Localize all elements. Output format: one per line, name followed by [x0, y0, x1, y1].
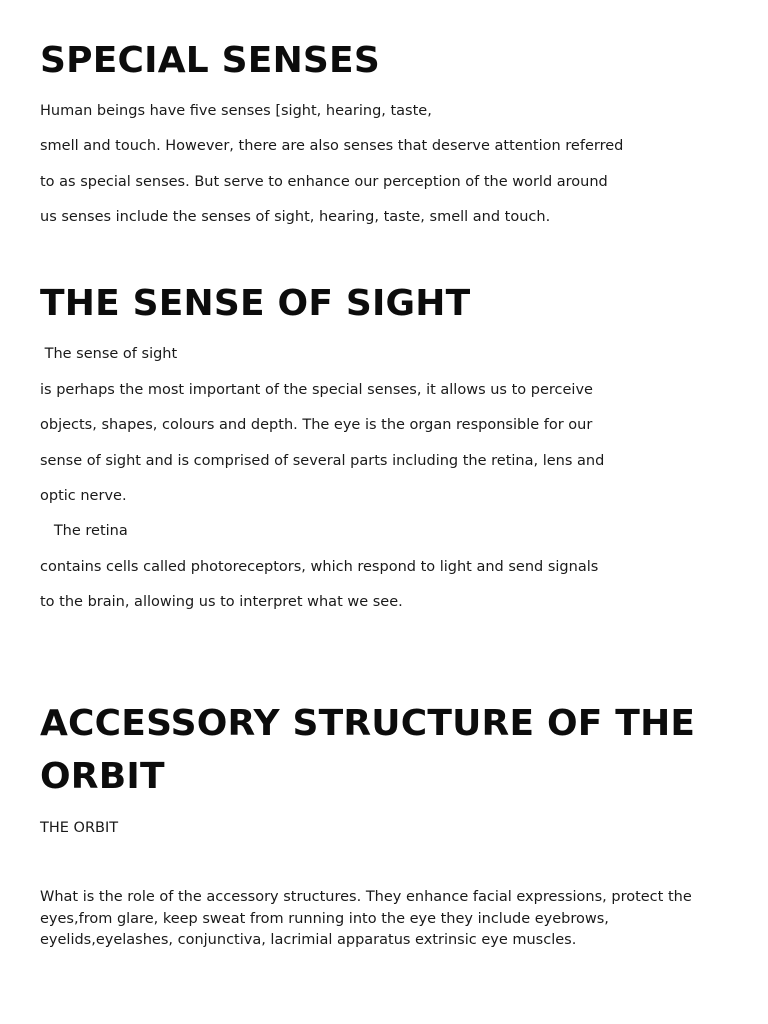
heading-accessory-structure-line1: ACCESSORY STRUCTURE OF THE	[40, 703, 696, 744]
heading-sense-of-sight: THE SENSE OF SIGHT	[40, 283, 471, 324]
text-line: objects, shapes, colours and depth. The eye is the organ responsible for our	[40, 417, 593, 433]
text-line: The sense of sight	[40, 346, 178, 362]
paragraph-accessory-role: What is the role of the accessory structures. They enhance facial expressions, protect the eyes,from glare, keep sweat from running into the eye they include eyebrows, eyelids,eyelashes, conjunctiva, lacrimial apparatus extrinsic eye muscles.	[40, 889, 692, 948]
text-line: is perhaps the most important of the special senses, it allows us to perceive	[40, 382, 593, 398]
text-line: sense of sight and is comprised of several parts including the retina, lens and	[40, 453, 605, 469]
text-line: contains cells called photoreceptors, which respond to light and send signals	[40, 559, 599, 575]
heading-special-senses: SPECIAL SENSES	[40, 40, 380, 81]
text-line: Human beings have five senses [sight, hearing, taste,	[40, 103, 432, 119]
heading-accessory-structure-line2: ORBIT	[40, 756, 165, 797]
text-line: The retina	[40, 523, 128, 539]
text-line: smell and touch. However, there are also senses that deserve attention referred	[40, 138, 624, 154]
text-line: us senses include the senses of sight, hearing, taste, smell and touch.	[40, 209, 551, 225]
subheading-the-orbit: THE ORBIT	[40, 820, 119, 836]
text-line: to as special senses. But serve to enhance our perception of the world around	[40, 174, 608, 190]
text-line: optic nerve.	[40, 488, 127, 504]
text-line: to the brain, allowing us to interpret what we see.	[40, 594, 403, 610]
